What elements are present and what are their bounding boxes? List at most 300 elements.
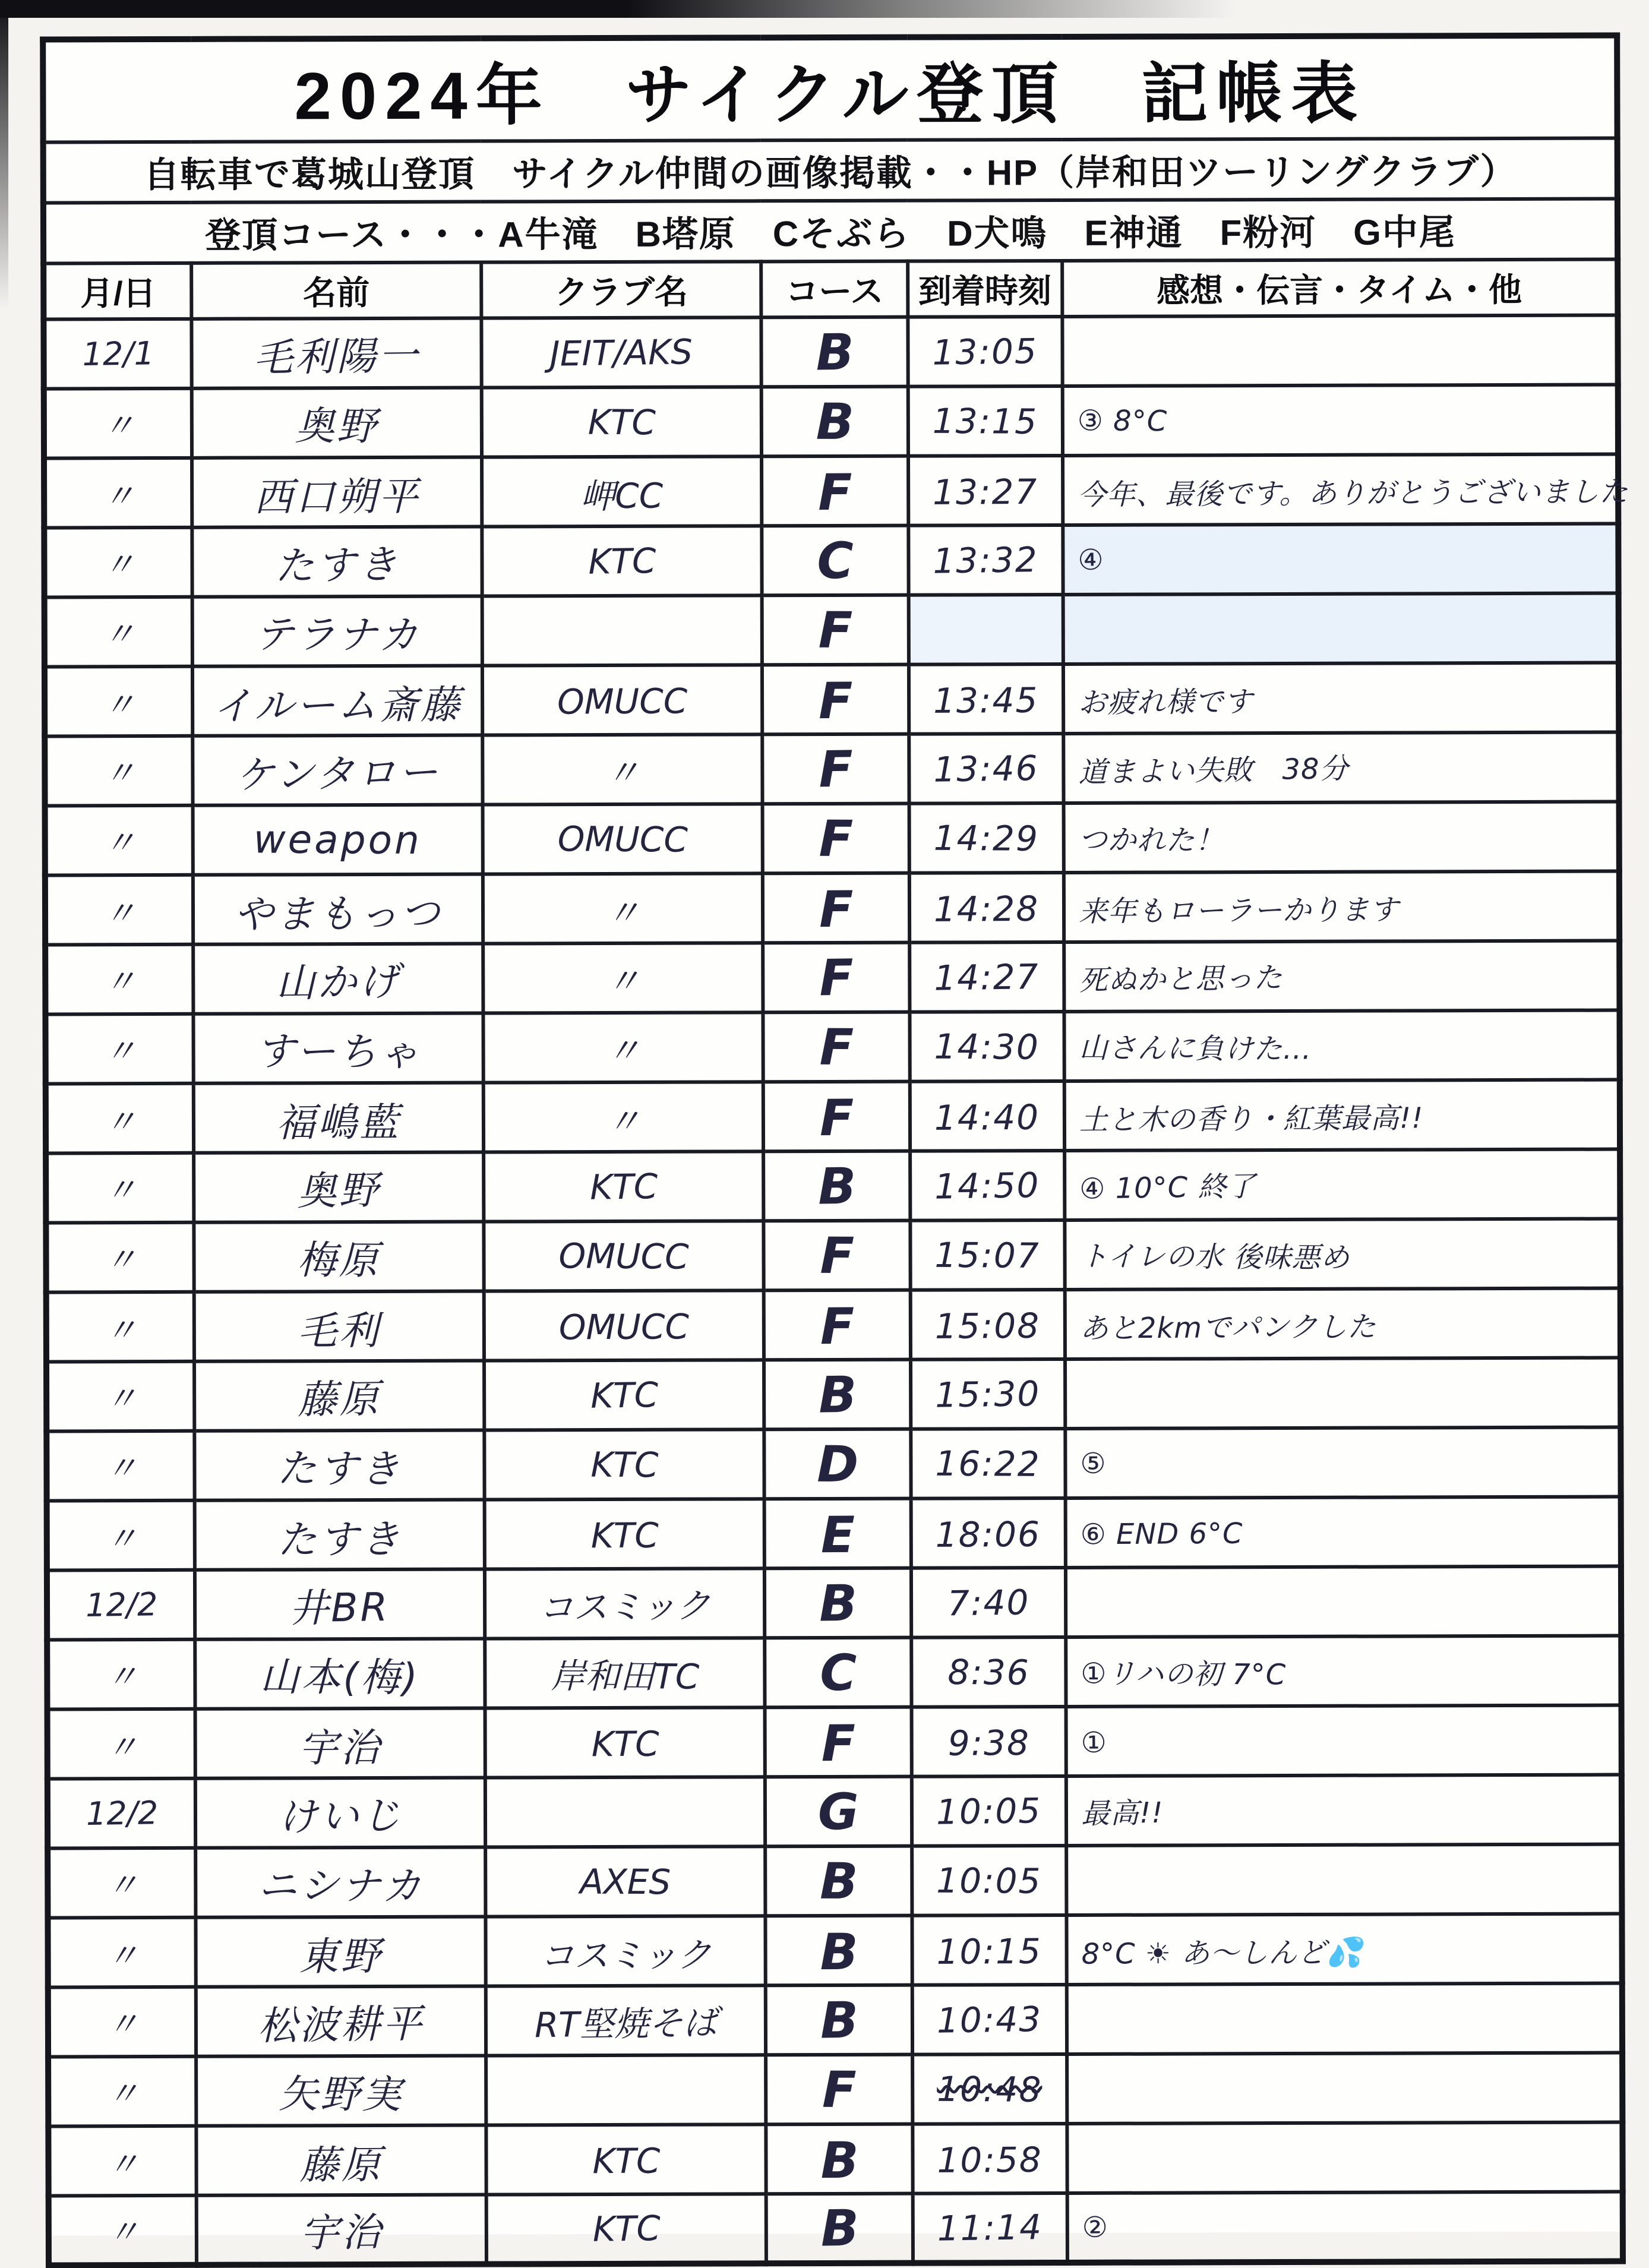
cell-name [194, 1361, 484, 1431]
handwritten-time: 10:48 [937, 2068, 1043, 2110]
table-row [45, 802, 1619, 876]
cell-club [481, 317, 762, 387]
cell-time [912, 1915, 1066, 1985]
cell-time [910, 1081, 1064, 1151]
cell-name [194, 1152, 484, 1223]
handwritten-course: F [818, 671, 853, 730]
handwritten-date: 〃 [104, 1240, 137, 1279]
cell-comment [1064, 1149, 1620, 1220]
cell-date [48, 1709, 195, 1779]
cell-comment [1065, 1497, 1621, 1568]
table-row [46, 1358, 1620, 1432]
cell-course [763, 734, 909, 804]
handwritten-time: 15:30 [934, 1373, 1041, 1416]
cell-date [44, 388, 192, 459]
handwritten-course: C [816, 531, 854, 590]
handwritten-course: D [816, 1435, 859, 1493]
cell-date [45, 597, 192, 667]
column-header-course: コース [762, 261, 908, 318]
handwritten-name: イルーム斎藤 [212, 681, 463, 729]
handwritten-time: 14:30 [934, 1026, 1040, 1067]
handwritten-name: 宇治 [299, 2209, 384, 2257]
handwritten-date: 〃 [102, 406, 135, 445]
handwritten-time: 13:27 [933, 471, 1038, 513]
table-row [43, 315, 1618, 389]
table-row [48, 1983, 1622, 2057]
cell-club [483, 1012, 763, 1082]
cell-club [482, 595, 762, 665]
cell-time [911, 1707, 1066, 1777]
cell-name [196, 2125, 486, 2196]
scan-edge-artifact [0, 0, 1649, 18]
cell-comment [1065, 1427, 1621, 1498]
cell-time [912, 2054, 1067, 2124]
handwritten-comment: 土と木の香り・紅葉最高!! [1079, 1101, 1424, 1137]
handwritten-date: 〃 [106, 2005, 139, 2043]
cell-date [44, 458, 192, 528]
cell-comment [1064, 1010, 1620, 1081]
cell-name [195, 1708, 485, 1779]
cell-name [195, 1569, 485, 1640]
cell-name [193, 874, 483, 945]
cell-comment [1064, 1219, 1620, 1290]
cell-name [192, 666, 482, 736]
cell-course [763, 804, 909, 874]
handwritten-course: B [820, 2198, 860, 2257]
handwritten-date: 〃 [106, 1937, 139, 1975]
handwritten-name: やまもっつ [233, 890, 443, 938]
handwritten-name: すーちゃ [255, 1028, 421, 1076]
handwritten-date: 〃 [105, 1379, 138, 1418]
cell-name [195, 1500, 485, 1570]
handwritten-name: weapon [253, 816, 422, 864]
handwritten-time: 13:46 [933, 747, 1040, 790]
handwritten-course: B [817, 1157, 857, 1215]
handwritten-course: B [820, 2131, 859, 2190]
table-row [44, 385, 1618, 459]
cell-course [766, 2124, 913, 2194]
handwritten-comment: 今年、最後です。ありがとうございました [1077, 475, 1629, 512]
cell-club [485, 1916, 766, 1986]
handwritten-time: 14:28 [933, 888, 1040, 930]
cell-club [481, 387, 762, 457]
handwritten-course: F [821, 1714, 856, 1773]
handwritten-name: けいじ [277, 1792, 403, 1840]
handwritten-name: 松波耕平 [257, 2001, 425, 2049]
cell-comment [1063, 593, 1619, 664]
cell-club [484, 1151, 764, 1221]
handwritten-name: 奥野 [295, 403, 378, 450]
cell-name [194, 1430, 484, 1501]
handwritten-name: 藤原 [299, 2141, 383, 2188]
cell-course [762, 665, 909, 735]
table-row [48, 1844, 1622, 1918]
handwritten-date: 〃 [104, 1103, 137, 1141]
cell-time [908, 595, 1063, 665]
handwritten-time: 10:05 [936, 1860, 1042, 1901]
handwritten-club: 岸和田TC [550, 1655, 700, 1697]
handwritten-course: F [822, 2060, 857, 2119]
table-row [48, 1775, 1622, 1849]
cell-name [195, 1639, 485, 1709]
table-row [48, 2122, 1622, 2196]
cell-comment [1067, 2053, 1623, 2124]
cell-course [765, 1429, 911, 1499]
handwritten-date: 〃 [105, 1449, 138, 1487]
cell-name [191, 318, 481, 388]
table-row [46, 1219, 1620, 1293]
cell-time [909, 734, 1063, 804]
handwritten-course: F [819, 1018, 854, 1076]
handwritten-course: B [818, 1574, 858, 1632]
cell-time [909, 664, 1063, 734]
cell-course [763, 943, 910, 1013]
handwritten-club: KTC [590, 1515, 659, 1556]
summit-register-table [40, 33, 1629, 2268]
table-row [45, 1010, 1619, 1084]
cell-club [485, 1985, 766, 2055]
cell-course [762, 526, 909, 596]
handwritten-course: F [820, 1297, 855, 1356]
handwritten-course: C [819, 1643, 857, 1702]
handwritten-course: F [818, 740, 854, 798]
cell-club [486, 2055, 766, 2125]
table-row [47, 1566, 1621, 1640]
cell-course [762, 387, 908, 457]
cell-comment [1063, 871, 1619, 942]
cell-club [482, 456, 762, 526]
handwritten-course: F [820, 1226, 855, 1285]
handwritten-date: 〃 [103, 962, 137, 1001]
table-row [48, 1705, 1622, 1779]
handwritten-club: OMUCC [557, 680, 688, 722]
handwritten-comment: ② [1081, 2210, 1108, 2244]
cell-club [483, 873, 763, 943]
cell-date [45, 875, 193, 945]
cell-name [193, 944, 483, 1014]
cell-comment [1067, 2122, 1623, 2193]
handwritten-club: KTC [587, 402, 656, 443]
handwritten-club: KTC [590, 1374, 659, 1416]
cell-time [908, 525, 1063, 595]
handwritten-club: コスミック [538, 1585, 711, 1628]
cell-time [908, 386, 1063, 456]
handwritten-comment: 死ぬかと思った [1078, 961, 1283, 998]
handwritten-comment: お疲れ様です [1078, 685, 1253, 720]
cell-club [482, 665, 763, 735]
handwritten-time: 16:22 [935, 1443, 1041, 1484]
cell-club [484, 1429, 765, 1499]
handwritten-club: JEIT/AKS [549, 331, 693, 374]
cell-club [484, 1499, 765, 1569]
cell-comment [1066, 1983, 1622, 2054]
cell-club [485, 1846, 766, 1916]
cell-course [766, 2055, 912, 2125]
handwritten-time: 14:40 [934, 1097, 1040, 1138]
table-row [45, 732, 1619, 806]
table-row [49, 2192, 1623, 2266]
cell-time [910, 1151, 1064, 1221]
cell-course [762, 456, 908, 526]
handwritten-club: OMUCC [558, 1235, 689, 1277]
handwritten-date: 〃 [106, 1866, 139, 1904]
cell-comment [1063, 454, 1629, 525]
column-header-name: 名前 [191, 263, 481, 319]
table-row [45, 871, 1619, 945]
handwritten-name: 梅原 [297, 1237, 381, 1284]
handwritten-course: F [819, 880, 854, 939]
handwritten-date: 〃 [106, 2145, 140, 2184]
column-header-comment: 感想・伝言・タイム・他 [1062, 260, 1618, 317]
handwritten-name: 山本(梅) [260, 1654, 421, 1701]
handwritten-comment: ④ [1077, 543, 1104, 577]
handwritten-date: 〃 [103, 823, 136, 862]
cell-date [46, 1431, 194, 1501]
cell-course [766, 1846, 912, 1916]
subtitle-hp-note: 自転車で葛城山登頂 サイクル仲間の画像掲載・・HP（岸和田ツーリングクラブ） [43, 138, 1618, 203]
cell-club [484, 1221, 764, 1291]
table-row [45, 941, 1619, 1015]
handwritten-time: 10:15 [936, 1931, 1043, 1972]
cell-comment [1066, 1705, 1622, 1776]
cell-course [766, 1916, 912, 1986]
handwritten-club: 〃 [605, 751, 640, 793]
cell-time [912, 1846, 1066, 1916]
handwritten-comment: 最高!! [1081, 1796, 1164, 1831]
cell-name [194, 1291, 484, 1362]
cell-time [909, 942, 1064, 1012]
handwritten-name: 毛利 [297, 1307, 381, 1354]
handwritten-date: 12/2 [85, 1585, 158, 1625]
handwritten-comment: ⑥ END 6°C [1080, 1517, 1243, 1551]
handwritten-comment: ④ 10°C 終了 [1079, 1170, 1256, 1206]
cell-course [764, 1290, 911, 1360]
handwritten-time: 13:32 [933, 539, 1039, 582]
handwritten-course: B [819, 1852, 858, 1910]
column-header-date: 月/日 [43, 263, 191, 320]
cell-course [763, 1082, 910, 1152]
handwritten-name: 西口朔平 [253, 473, 421, 521]
cell-time [909, 803, 1063, 873]
cell-date [46, 1153, 194, 1223]
cell-name [194, 1222, 484, 1292]
cell-comment [1063, 524, 1619, 595]
handwritten-comment: 来年もローラーかります [1078, 893, 1399, 928]
cell-time [908, 456, 1063, 526]
cell-comment [1064, 941, 1620, 1012]
cell-name [192, 457, 482, 527]
handwritten-date: 〃 [106, 2074, 139, 2113]
logbook-sheet [40, 33, 1629, 2257]
handwritten-course: F [818, 601, 853, 659]
handwritten-time: 13:05 [932, 330, 1038, 373]
table-row [46, 1288, 1620, 1362]
cell-course [765, 1568, 911, 1638]
cell-date [45, 736, 192, 806]
handwritten-time: 15:08 [934, 1305, 1041, 1347]
cell-date [45, 945, 193, 1015]
handwritten-club: 〃 [606, 1101, 641, 1142]
handwritten-club: KTC [592, 2140, 661, 2181]
handwritten-course: G [817, 1781, 860, 1841]
page-title: 2024年 サイクル登頂 記帳表 [43, 36, 1617, 143]
handwritten-comment: 山さんに負けた… [1078, 1031, 1312, 1066]
cell-course [765, 1499, 911, 1569]
cell-date [46, 1084, 194, 1154]
cell-time [912, 2124, 1067, 2194]
cell-date [46, 1223, 194, 1293]
column-header-time: 到着時刻 [908, 261, 1062, 317]
cell-name [192, 388, 482, 458]
cell-comment [1066, 1636, 1622, 1707]
handwritten-name: 宇治 [298, 1724, 382, 1771]
handwritten-club: KTC [589, 1165, 658, 1208]
cell-time [912, 1985, 1067, 2055]
handwritten-name: 井BR [289, 1584, 391, 1632]
cell-time [911, 1429, 1065, 1499]
handwritten-comment: ① [1081, 1726, 1107, 1760]
cell-name [194, 1013, 484, 1084]
table-row [46, 1080, 1620, 1154]
handwritten-course: F [819, 809, 854, 868]
handwritten-club: OMUCC [557, 818, 688, 860]
handwritten-time: 10:58 [937, 2139, 1043, 2181]
table-body [43, 315, 1629, 2266]
cell-date [48, 1779, 195, 1849]
cell-name [195, 1778, 485, 1848]
handwritten-date: 〃 [103, 686, 135, 724]
handwritten-course: B [818, 1365, 857, 1424]
cell-name [196, 1986, 486, 2057]
handwritten-course: B [819, 1922, 858, 1981]
cell-time [908, 317, 1062, 387]
cell-time [911, 1290, 1065, 1360]
handwritten-course: F [817, 463, 852, 522]
cell-time [911, 1359, 1065, 1429]
handwritten-name: たすき [277, 1445, 402, 1492]
handwritten-comment: トイレの水 後味悪め [1079, 1239, 1350, 1275]
handwritten-club: 岬CC [580, 475, 664, 516]
cell-date [43, 319, 191, 389]
cell-club [486, 2124, 766, 2194]
cell-club [482, 526, 762, 596]
cell-name [194, 1083, 484, 1153]
handwritten-comment: ①リハの初 7°C [1080, 1657, 1286, 1692]
handwritten-course: F [819, 1088, 854, 1147]
handwritten-name: 矢野実 [278, 2071, 404, 2118]
handwritten-date: 〃 [102, 545, 135, 584]
cell-club [485, 1638, 765, 1708]
handwritten-club: KTC [591, 1723, 659, 1764]
cell-name [195, 1847, 485, 1918]
cell-comment [1063, 732, 1619, 803]
handwritten-date: 〃 [103, 615, 135, 653]
cell-comment [1063, 663, 1619, 734]
cell-club [484, 1290, 764, 1360]
cell-time [912, 2193, 1067, 2263]
cell-comment [1062, 385, 1618, 456]
cell-club [483, 1082, 763, 1152]
cell-date [48, 1987, 196, 2057]
handwritten-time: 15:07 [934, 1234, 1040, 1276]
cell-course [763, 1012, 910, 1082]
handwritten-name: 山かげ [275, 958, 401, 1006]
handwritten-name: 藤原 [297, 1376, 381, 1423]
cell-date [48, 2057, 196, 2127]
handwritten-course: B [819, 1991, 859, 2049]
handwritten-club: KTC [590, 1444, 659, 1485]
table-row [45, 663, 1619, 737]
handwritten-club: KTC [587, 540, 656, 582]
cell-date [47, 1501, 195, 1571]
cell-name [197, 2195, 487, 2265]
table-row [44, 524, 1618, 598]
handwritten-name: たすき [274, 541, 400, 589]
cell-date [48, 2126, 196, 2196]
cell-club [483, 943, 763, 1013]
handwritten-name: 奥野 [296, 1167, 381, 1215]
handwritten-date: 〃 [105, 1520, 138, 1558]
table-row [47, 1497, 1621, 1571]
handwritten-name: 毛利陽一 [252, 333, 421, 381]
cell-club [484, 1360, 765, 1430]
handwritten-time: 10:43 [936, 1998, 1043, 2041]
handwritten-club: 〃 [605, 892, 640, 933]
handwritten-name: 福嶋藍 [276, 1099, 402, 1146]
cell-date [45, 806, 193, 876]
handwritten-comment: あと2kmでパンクした [1079, 1310, 1376, 1345]
handwritten-time: 18:06 [935, 1514, 1041, 1555]
cell-date [45, 1014, 193, 1084]
handwritten-time: 11:14 [937, 2206, 1043, 2249]
cell-club [485, 1777, 766, 1847]
handwritten-club: 〃 [605, 960, 641, 1002]
handwritten-time: 10:05 [936, 1790, 1042, 1833]
handwritten-club: コスミック [539, 1934, 712, 1976]
handwritten-name: ニシナカ [257, 1862, 424, 1910]
table-row [48, 1914, 1622, 1988]
cell-name [193, 805, 483, 875]
cell-course [764, 1221, 911, 1291]
cell-date [46, 1292, 194, 1362]
cell-course [766, 1985, 912, 2055]
handwritten-comment: 道まよい失敗 38分 [1078, 751, 1349, 789]
cell-date [48, 1848, 195, 1918]
cell-club [482, 804, 763, 874]
cell-club [486, 2194, 766, 2264]
handwritten-date: 〃 [103, 754, 136, 792]
cell-club [485, 1568, 765, 1638]
handwritten-date: 〃 [103, 894, 136, 933]
cell-time [910, 1220, 1064, 1290]
cell-date [44, 527, 192, 598]
column-header-club: クラブ名 [481, 261, 762, 318]
cell-time [911, 1498, 1065, 1568]
handwritten-name: ケンタロー [235, 749, 440, 798]
handwritten-course: F [819, 948, 854, 1007]
handwritten-time: 14:29 [933, 817, 1040, 859]
handwritten-time: 7:40 [947, 1581, 1030, 1623]
cell-comment [1064, 1288, 1620, 1359]
cell-club [482, 734, 763, 804]
table-row [46, 1149, 1620, 1223]
cell-course [766, 2194, 913, 2264]
cell-comment [1066, 1775, 1622, 1846]
handwritten-date: 12/1 [82, 334, 155, 374]
handwritten-comment: つかれた！ [1078, 823, 1224, 858]
handwritten-comment: 8°C ☀ あ～しんど💦 [1081, 1935, 1363, 1971]
handwritten-name: テラナカ [254, 611, 421, 659]
